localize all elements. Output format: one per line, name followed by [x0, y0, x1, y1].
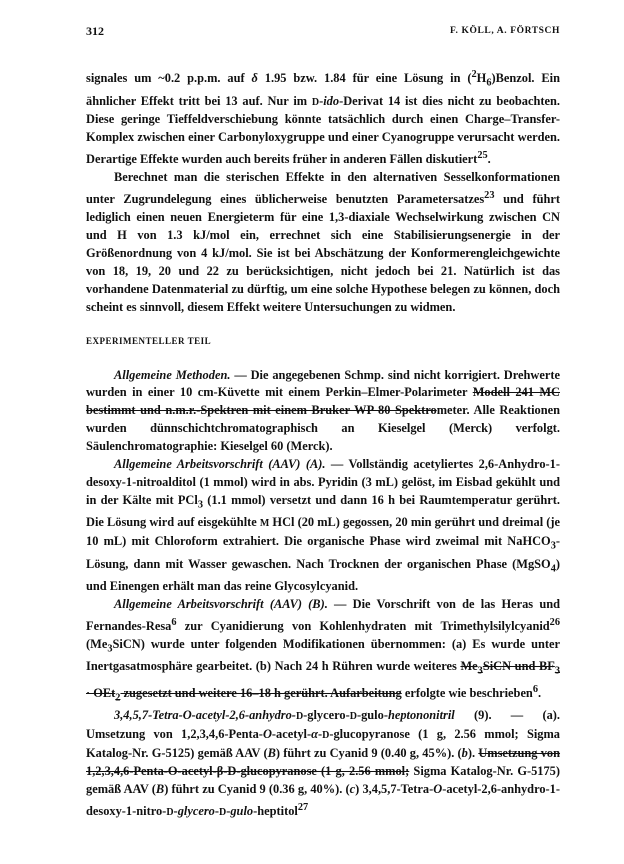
- subscript: 3: [197, 499, 203, 511]
- text-run: SiCN) wurde unter folgenden Modifikationen übernommen: (a) Es wurde unter Inertgasatmosphäre gearbeitet. (b) Nach 24 h Rühren wurde weiteres: [86, 636, 560, 674]
- text-run: meter. Alle Reaktionen wurden dünnschichtchromatographisch an Kieselgel (Merck) verfolgt. Säulenchromatographie: Kieselgel 60 (Merck).: [86, 403, 560, 454]
- text-run: Allgemeine Arbeitsvorschrift (AAV) (B).: [114, 596, 328, 611]
- struck-text: Umsetzung von 1,2,3,4,6-Penta-O-acetyl-β-D-glucopyranose (1 g, 2.56 mmol;: [86, 745, 561, 778]
- text-run: D: [322, 729, 330, 741]
- text-run: heptononitril: [387, 708, 455, 722]
- text-run: D: [166, 806, 174, 818]
- text-run: O: [262, 726, 272, 741]
- text-run: Me: [460, 659, 478, 674]
- text-run: -: [317, 726, 323, 741]
- text-run: Allgemeine Methoden.: [114, 367, 231, 382]
- text-run: B: [267, 745, 276, 760]
- text-run: -: [214, 803, 219, 818]
- text-run: signales um ~0.2 p.p.m. auf: [86, 71, 252, 86]
- text-run: ido: [323, 93, 340, 108]
- text-run: -heptitol: [253, 803, 298, 818]
- text-run: b: [461, 745, 468, 760]
- text-run: (1.1 mmol) versetzt und dann 16 h bei Raumtemperatur gerührt. Die Lösung wird auf eisgekühlte: [86, 492, 560, 530]
- text-run: -Lösung, dann mit Wasser gewaschen. Nach Trocknen der organischen Phase (MgSO: [86, 534, 560, 571]
- reference-superscript: 6: [171, 616, 177, 628]
- text-run: — Die Vorschrift von de las Heras und Fernandes-Resa: [86, 596, 560, 633]
- article-body: [86, 66, 560, 822]
- reference-superscript: 27: [297, 801, 309, 813]
- text-run: 3,4,5,7-Tetra-O-acetyl-2,6-anhydro-: [114, 708, 296, 722]
- text-run: zur Cyanidierung von Kohlenhydraten mit Trimethylsilylcyanid: [176, 618, 550, 633]
- text-run: (9). — (a). Umsetzung von 1,2,3,4,6-Penta-: [86, 708, 560, 741]
- page-header: [86, 24, 560, 40]
- section-heading: EXPERIMENTELLER TEIL: [86, 335, 212, 346]
- subscript: 3: [550, 540, 556, 552]
- text-run: .: [487, 152, 491, 167]
- reference-superscript: 6: [532, 683, 539, 695]
- text-run: B: [155, 781, 165, 796]
- text-run: -: [226, 803, 231, 818]
- text-run: ) führt zu Cyanid 9 (0.40 g, 45%). (: [275, 745, 462, 760]
- text-run: .: [538, 685, 542, 700]
- paragraph-compound-9: [86, 707, 560, 822]
- subscript: 3: [554, 665, 560, 677]
- reference-superscript: 26: [549, 616, 560, 628]
- text-run: -glycero-: [303, 708, 350, 722]
- text-run: δ: [251, 71, 258, 86]
- text-run: Modell 241 MC bestimmt und n.m.r.-Spektren mit einem Bruker WP 80 Spektro: [86, 385, 560, 418]
- text-run: ) 3,4,5,7-Tetra-: [355, 781, 434, 796]
- text-run: ).: [467, 745, 479, 760]
- text-run: Allgemeine Arbeitsvorschrift (AAV) (A).: [114, 457, 326, 472]
- paragraph-steric-effects: [86, 169, 560, 316]
- text-run: und führt lediglich einen neuen Energieterm für eine 1,3-diaxiale Wechselwirkung zwischen CN und H von 1.3 kJ/mol ein, errechnet sich eine Stabilisierungsenergie in der Größenordnung von 4 kJ/mol. Sie ist bei Abschätzung der Konformerengleichgewichte von 18, 19, 20 und 22 zu berücksichtigen, nicht jedoch bei 21. Natürlich ist das vorhandene Datenmaterial zu dürftig, um eine solche Hypothese belegen zu können, doch scheint es sinnvoll, diesem Effekt weitere Untersuchungen zu widmen.: [86, 192, 561, 314]
- text-run: α: [311, 726, 318, 741]
- paragraph-procedure-a: [86, 456, 560, 596]
- reference-superscript: 25: [477, 150, 488, 162]
- text-run: · OEt: [86, 685, 116, 700]
- text-run: Sigma Katalog-Nr. G-5175) gemäß AAV (: [86, 763, 560, 796]
- text-run: (Me: [86, 636, 108, 651]
- text-run: -glucopyranose (1 g, 2.56 mmol; Sigma Katalog-Nr. G-5125) gemäß AAV (: [86, 726, 561, 760]
- text-run: -acetyl-2,6-anhydro-1-desoxy-1-nitro-: [86, 781, 560, 818]
- text-run: erfolgte wie beschrieben: [401, 685, 533, 700]
- subscript: 4: [550, 563, 556, 574]
- superscript: 2: [471, 69, 477, 80]
- text-run: D: [349, 711, 357, 722]
- text-run: D: [311, 96, 320, 108]
- text-run: HCl (20 mL) gegossen, 20 min gerührt und dreimal (je 10 mL) mit Chloroform extrahiert. Die organische Phase wird zweimal mit NaHCO: [86, 515, 560, 549]
- text-run: -acetyl-: [271, 726, 312, 741]
- text-run: -: [173, 803, 178, 818]
- text-run: — Die angegebenen Schmp. sind nicht korrigiert. Drehwerte wurden in einer 10 cm-Küvette mit einem Perkin–Elmer-Polarimeter: [86, 367, 560, 400]
- text-run: )Benzol. Ein ähnlicher Effekt tritt bei 13 auf. Nur im: [86, 71, 560, 108]
- subscript: 3: [107, 643, 113, 655]
- text-run: D: [295, 711, 304, 722]
- text-run: zugesetzt und weitere 16–18 h gerührt. Aufarbeitung: [120, 685, 402, 700]
- text-run: O: [433, 781, 443, 796]
- text-run: 1.95 bzw. 1.84 für eine Lösung in (: [257, 71, 472, 86]
- text-run: — Vollständig acetyliertes 2,6-Anhydro-1-desoxy-1-nitroalditol (1 mmol) wird in abs. Pyridin (3 mL) gelöst, im Eisbad gekühlt und in der Kälte mit PCl: [86, 457, 560, 507]
- reference-superscript: 23: [484, 190, 495, 202]
- text-run: gulo: [230, 803, 254, 818]
- text-run: D: [218, 806, 227, 818]
- text-run: Berechnet man die sterischen Effekte in den alternativen Sesselkonformationen unter Zugrundelegung eines üblicherweise benutzten Parametersatzes: [86, 170, 560, 207]
- text-run: SiCN und BF: [482, 659, 555, 674]
- paragraph-procedure-b: [86, 596, 560, 707]
- paragraph-shift-effect: [86, 66, 560, 169]
- text-run: H: [476, 71, 487, 86]
- text-run: glycero: [177, 803, 215, 818]
- text-run: -: [319, 93, 324, 108]
- text-run: M: [259, 518, 270, 530]
- text-run: ) führt zu Cyanid 9 (0.36 g, 40%). (: [164, 781, 350, 796]
- text-run: -gulo-: [356, 708, 388, 722]
- subscript: 6: [486, 77, 492, 89]
- subscript: 3: [477, 665, 483, 677]
- text-run: -Derivat 14 ist dies nicht zu beobachten. Diese geringe Tieffeldverschiebung könnte tatsächlich durch einen Charge–Transfer-Komplex zwischen einer Carbonyloxygruppe und einer Cyanogruppe verursacht werden. Derartige Effekte wurden auch bereits früher in anderen Fällen diskutiert: [86, 93, 561, 167]
- page-number: 312: [86, 24, 104, 38]
- subscript: 2: [115, 692, 121, 704]
- text-run: c: [349, 781, 356, 796]
- text-run: ) und Einengen erhält man das reine Glycosylcyanid.: [86, 556, 560, 593]
- paragraph-general-methods: [86, 367, 560, 457]
- running-head: F. KÖLL, A. FÖRTSCH: [450, 26, 560, 36]
